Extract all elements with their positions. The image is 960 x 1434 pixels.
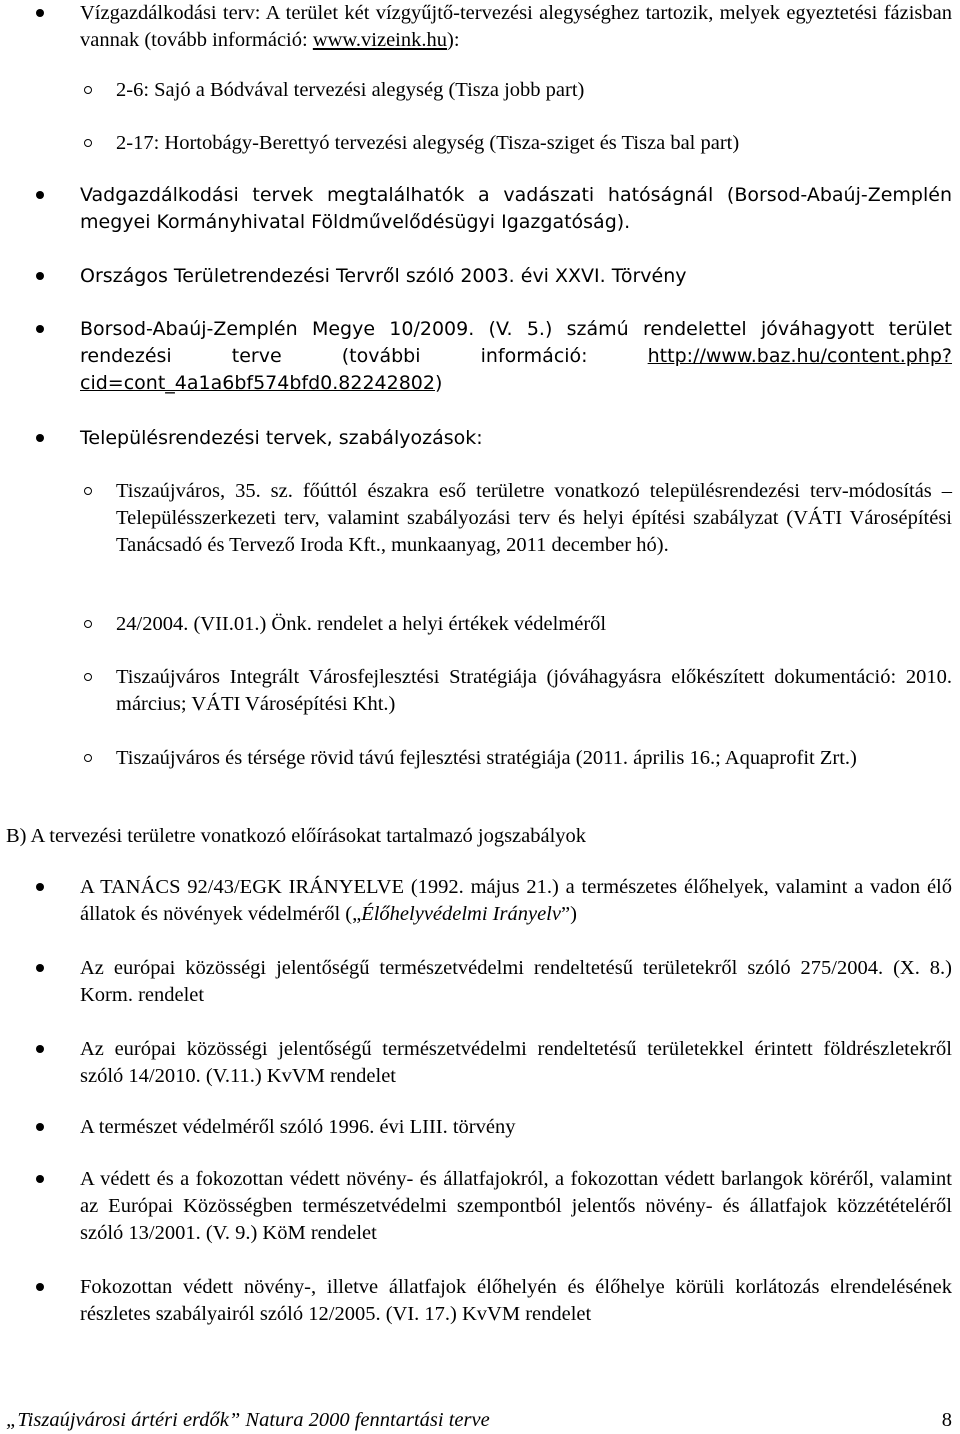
habitat-directive-end: ”) <box>560 903 577 925</box>
sub-item-tiszaujvaros-plan: Tiszaújváros, 35. sz. főúttól északra eső területre vonatkozó településrendezési terv-módosítás – Településszerkezeti terv, valamint szabályozási terv és helyi építési szabályzat (VÁTI Városépítési Tanácsadó és Tervező Iroda Kft., munkaanyag, 2011 december hó). <box>116 480 952 556</box>
water-plan-text-end: ): <box>447 29 460 51</box>
gov-decree-item: Az európai közösségi jelentőségű természetvédelmi rendeltetésű területekről szóló 275/2004. (X. 8.) Korm. rendelet <box>80 957 952 1006</box>
bullet-dot <box>36 1283 44 1291</box>
bullet-dot <box>36 883 44 891</box>
section-b-heading: B) A tervezési területre vonatkozó előírásokat tartalmazó jogszabályok <box>6 825 587 847</box>
sub-item-local-values: 24/2004. (VII.01.) Önk. rendelet a helyi értékek védelméről <box>116 613 607 635</box>
bullet-dot <box>36 9 44 17</box>
county-plan-text: Borsod-Abaúj-Zemplén Megye 10/2009. (V. 5.) számú rendelettel jóváhagyott terület rendezési terve (további információ: <box>80 318 952 367</box>
county-plan-text-end: ) <box>434 372 443 394</box>
sub-bullet-circle <box>84 754 92 762</box>
vizeink-link[interactable]: www.vizeink.hu <box>312 29 447 51</box>
protected-species-item: A védett és a fokozottan védett növény- és állatfajokról, a fokozottan védett barlangok köréről, valamint az Európai Közösségben természetvédelmi szempontból jelentős növény- és állatfajok közzétételéről szóló 13/2001. (V. 9.) KöM rendelet <box>80 1168 952 1244</box>
sub-item-sajo: 2-6: Sajó a Bódvával tervezési alegység (Tisza jobb part) <box>116 79 585 101</box>
sub-bullet-circle <box>84 86 92 94</box>
sub-item-hortobagy: 2-17: Hortobágy-Berettyó tervezési alegység (Tisza-sziget és Tisza bal part) <box>116 132 740 154</box>
page-footer <box>6 1407 952 1434</box>
bullet-dot <box>36 191 44 199</box>
footer-title: „Tiszaújvárosi ártéri erdők” Natura 2000 fenntartási terve <box>6 1409 490 1431</box>
bullet-dot <box>36 964 44 972</box>
bullet-dot <box>36 1175 44 1183</box>
national-plan-item: Országos Területrendezési Tervről szóló 2003. évi XXVI. Törvény <box>80 265 687 287</box>
bullet-dot <box>36 272 44 280</box>
bullet-dot <box>36 434 44 442</box>
settlement-plans-item: Településrendezési tervek, szabályozások: <box>80 427 483 449</box>
habitat-directive-italic: Élőhelyvédelmi Irányelv <box>361 903 561 925</box>
habitat-directive-text: A TANÁCS 92/43/EGK IRÁNYELVE (1992. május 21.) a természetes élőhelyek, valamint a vadon élő állatok és növények védelméről („ <box>80 876 952 925</box>
sub-bullet-circle <box>84 620 92 628</box>
sub-bullet-circle <box>84 487 92 495</box>
baz-link[interactable]: http://www.baz.hu/content.php?cid=cont_4a1a6bf574bfd0.82242802 <box>80 345 952 394</box>
nature-act-item: A természet védelméről szóló 1996. évi LIII. törvény <box>80 1116 516 1138</box>
sub-item-short-term-strategy: Tiszaújváros és térsége rövid távú fejlesztési stratégiája (2011. április 16.; Aquaprofit Zrt.) <box>116 747 857 769</box>
sub-bullet-circle <box>84 139 92 147</box>
bullet-dot <box>36 1045 44 1053</box>
kvvm-decree-item: Az európai közösségi jelentőségű természetvédelmi rendeltetésű területekkel érintett földrészletekről szóló 14/2010. (V.11.) KvVM rendelet <box>80 1038 952 1087</box>
sub-item-integrated-strategy: Tiszaújváros Integrált Városfejlesztési Stratégiája (jóváhagyásra előkészített dokumentáció: 2010. március; VÁTI Városépítési Kht.) <box>116 666 952 715</box>
habitat-directive-item <box>80 874 952 928</box>
sub-bullet-circle <box>84 673 92 681</box>
bullet-dot <box>36 1123 44 1131</box>
water-plan-text: Vízgazdálkodási terv: A terület két vízgyűjtő-tervezési alegységhez tartozik, melyek egyeztetési fázisban vannak (tovább információ: <box>80 2 952 51</box>
water-plan-item <box>80 0 952 54</box>
county-plan-item <box>80 316 952 397</box>
game-management-item: Vadgazdálkodási tervek megtalálhatók a vadászati hatóságnál (Borsod-Abaúj-Zemplén megyei Kormányhivatal Földművelődésügyi Igazgatóság). <box>80 184 952 233</box>
restriction-decree-item: Fokozottan védett növény-, illetve állatfajok élőhelyén és élőhelye körüli korlátozás elrendelésének részletes szabályairól szóló 12/2005. (VI. 17.) KvVM rendelet <box>80 1276 952 1325</box>
bullet-dot <box>36 325 44 333</box>
page-number: 8 <box>941 1409 952 1431</box>
